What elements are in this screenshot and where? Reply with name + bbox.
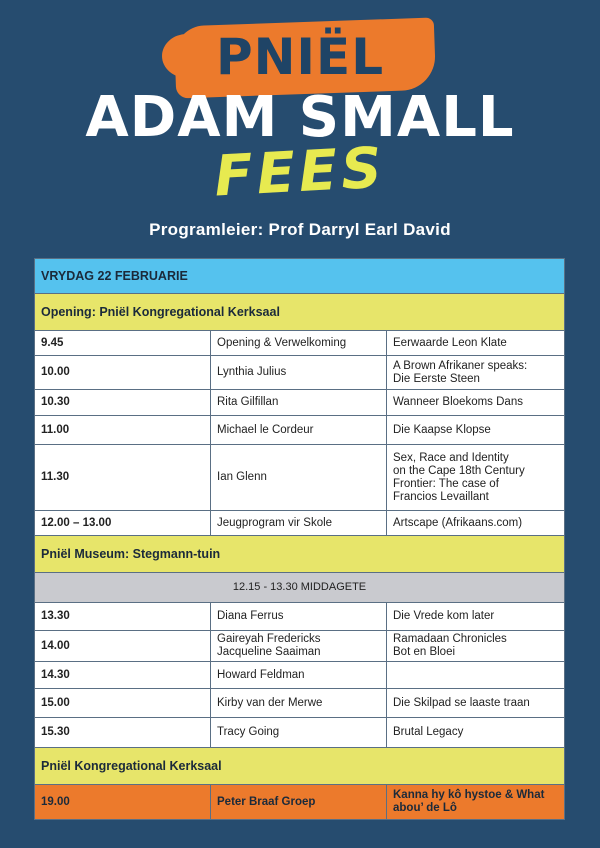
evening-row [35, 785, 565, 820]
session-time: 9.45 [35, 331, 211, 356]
session-row [35, 689, 565, 718]
program-leader: Programleier: Prof Darryl Earl David [149, 220, 451, 239]
session-time: 15.00 [35, 689, 211, 718]
session-speaker: Howard Feldman [211, 662, 387, 689]
lunch-row [35, 573, 565, 603]
venue-opening: Opening: Pniël Kongregational Kerksaal [35, 294, 565, 331]
session-row [35, 662, 565, 689]
session-title: Eerwaarde Leon Klate [387, 331, 565, 356]
session-time: 11.00 [35, 416, 211, 445]
session-speaker: Rita Gilfillan [211, 390, 387, 416]
title-pniel: PNIËL [215, 28, 385, 86]
program-body [35, 259, 565, 820]
session-speaker: Gaireyah Fredericks Jacqueline Saaiman [211, 631, 387, 662]
session-title [387, 662, 565, 689]
venue-row [35, 536, 565, 573]
session-speaker: Kirby van der Merwe [211, 689, 387, 718]
session-row [35, 718, 565, 748]
session-time: 10.00 [35, 356, 211, 390]
session-speaker: Jeugprogram vir Skole [211, 511, 387, 536]
session-row [35, 511, 565, 536]
venue-evening: Pniël Kongregational Kerksaal [35, 748, 565, 785]
session-row [35, 445, 565, 511]
session-speaker: Michael le Cordeur [211, 416, 387, 445]
lunch-break: 12.15 - 13.30 MIDDAGETE [35, 573, 565, 603]
session-row [35, 356, 565, 390]
session-title: Brutal Legacy [387, 718, 565, 748]
session-speaker: Peter Braaf Groep [211, 785, 387, 820]
session-title: Kanna hy kô hystoe & What abou’ de Lô [387, 785, 565, 820]
title-adam-small: ADAM SMALL [85, 85, 515, 150]
session-row [35, 603, 565, 631]
session-speaker: Diana Ferrus [211, 603, 387, 631]
session-time: 19.00 [35, 785, 211, 820]
session-time: 14.30 [35, 662, 211, 689]
session-speaker: Opening & Verwelkoming [211, 331, 387, 356]
session-row [35, 390, 565, 416]
venue-museum: Pniël Museum: Stegmann-tuin [35, 536, 565, 573]
session-row [35, 331, 565, 356]
session-speaker: Tracy Going [211, 718, 387, 748]
program-table [34, 258, 565, 820]
session-speaker: Ian Glenn [211, 445, 387, 511]
title-fees: FEES [212, 135, 388, 210]
session-time: 12.00 – 13.00 [35, 511, 211, 536]
session-time: 10.30 [35, 390, 211, 416]
poster-header [0, 0, 600, 250]
session-title: Die Vrede kom later [387, 603, 565, 631]
session-title: Sex, Race and Identity on the Cape 18th Century Frontier: The case of Francios Levaillant [387, 445, 565, 511]
session-title: Wanneer Bloekoms Dans [387, 390, 565, 416]
session-row [35, 416, 565, 445]
session-title: A Brown Afrikaner speaks: Die Eerste Steen [387, 356, 565, 390]
session-title: Artscape (Afrikaans.com) [387, 511, 565, 536]
session-title: Die Skilpad se laaste traan [387, 689, 565, 718]
session-time: 11.30 [35, 445, 211, 511]
session-time: 15.30 [35, 718, 211, 748]
day-header: VRYDAG 22 FEBRUARIE [35, 259, 565, 294]
venue-row [35, 748, 565, 785]
day-header-row [35, 259, 565, 294]
session-title: Ramadaan Chronicles Bot en Bloei [387, 631, 565, 662]
session-title: Die Kaapse Klopse [387, 416, 565, 445]
venue-row [35, 294, 565, 331]
session-speaker: Lynthia Julius [211, 356, 387, 390]
session-row [35, 631, 565, 662]
session-time: 14.00 [35, 631, 211, 662]
session-time: 13.30 [35, 603, 211, 631]
